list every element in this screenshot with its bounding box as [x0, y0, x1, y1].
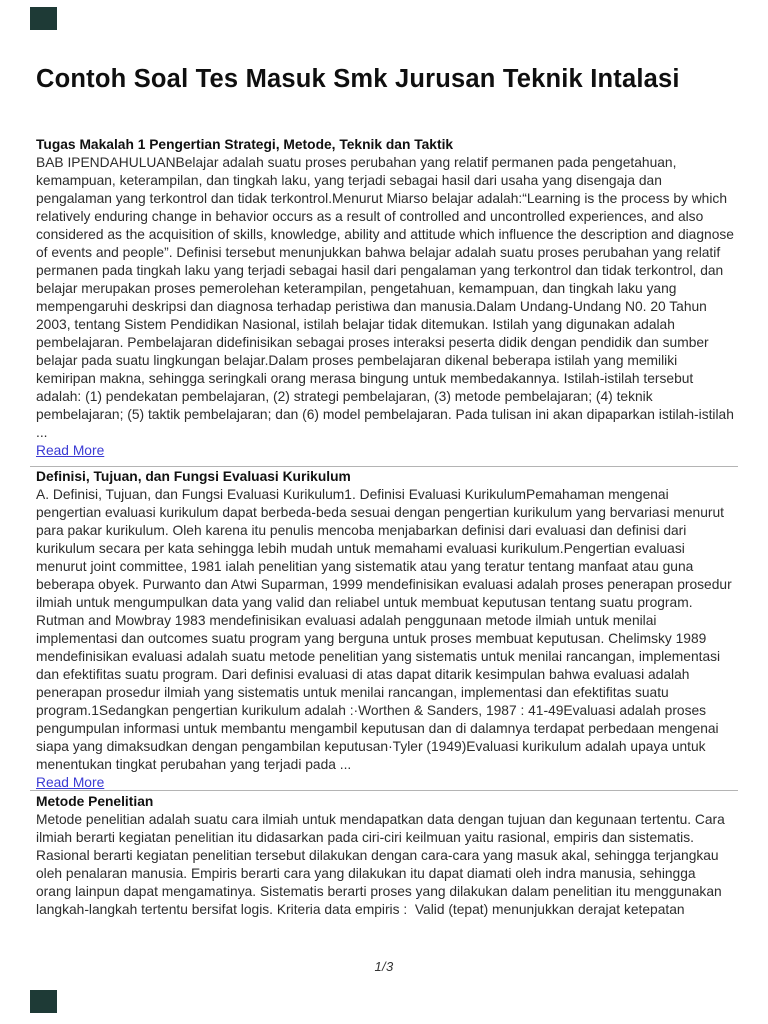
- page-corner-mark-bottom: [30, 990, 57, 1013]
- section-tugas-makalah: [36, 136, 734, 460]
- section-divider: [30, 790, 738, 791]
- read-more-link[interactable]: Read More: [36, 443, 105, 458]
- page-number-indicator: 1/3: [374, 959, 394, 974]
- section-heading: Definisi, Tujuan, dan Fungsi Evaluasi Kurikulum: [36, 469, 351, 484]
- section-body-text: BAB IPENDAHULUANBelajar adalah suatu proses perubahan yang relatif permanen pada pengetahuan, kemampuan, keterampilan, dan tingkah laku, yang terjadi sebagai hasil dari usaha yang disengaja dan pengalaman yang terkontrol dan tidak terkontrol.Menurut Miarso belajar adalah:“Learning is the process by which relatively enduring change in behavior occurs as a result of controlled and uncontrolled experiences, and also considered as the acquisition of skills, knowledge, ability and attitude which influence the description and diagnose of events and people”. Definisi tersebut menunjukkan bahwa belajar adalah suatu proses perubahan yang relatif permanen pada tingkah laku yang terjadi sebagai hasil dari pengalaman yang terkontrol dan tidak terkontrol, dan belajar merupakan proses pemerolehan keterampilan, pengetahuan, kemampuan, dan tingkah laku yang mempengaruhi deskripsi dan diagnosa terhadap peristiwa dan manusia.Dalam Undang-Undang N0. 20 Tahun 2003, tentang Sistem Pendidikan Nasional, istilah belajar tidak ditemukan. Istilah yang digunakan adalah pembelajaran. Pembelajaran didefinisikan sebagai proses interaksi peserta didik dengan pendidik dan sumber belajar pada suatu lingkungan belajar.Dalam proses pembelajaran dikenal beberapa istilah yang memiliki kemiripan makna, sehingga seringkali orang merasa bingung untuk membedakannya. Istilah-istilah tersebut adalah: (1) pendekatan pembelajaran, (2) strategi pembelajaran, (3) metode pembelajaran; (4) teknik pembelajaran; (5) taktik pembelajaran; dan (6) model pembelajaran. Pada tulisan ini akan dipaparkan istilah-istilah ...: [36, 155, 734, 440]
- page-title: Contoh Soal Tes Masuk Smk Jurusan Teknik Intalasi: [36, 65, 680, 94]
- section-body-text: A. Definisi, Tujuan, dan Fungsi Evaluasi Kurikulum1. Definisi Evaluasi KurikulumPemahaman mengenai pengertian evaluasi kurikulum dapat berbeda-beda sesuai dengan pengertian kurikulum yang bervariasi menurut para pakar kurikulum. Oleh karena itu penulis mencoba menjabarkan definisi dari evaluasi dan definisi dari kurikulum secara per kata sehingga lebih mudah untuk memahami evaluasi kurikulum.Pengertian evaluasi menurut joint committee, 1981 ialah penelitian yang sistematik atau yang teratur tentang manfaat atau guna beberapa obyek. Purwanto dan Atwi Suparman, 1999 mendefinisikan evaluasi adalah proses penerapan prosedur ilmiah untuk mengumpulkan data yang valid dan reliabel untuk membuat keputusan tentang suatu program. Rutman and Mowbray 1983 mendefinisikan evaluasi adalah penggunaan metode ilmiah untuk menilai implementasi dan outcomes suatu program yang berguna untuk proses membuat keputusan. Chelimsky 1989 mendefinisikan evaluasi adalah suatu metode penelitian yang sistematis untuk menilai rancangan, implementasi dan efektifitas suatu program. Dari definisi evaluasi di atas dapat ditarik kesimpulan bahwa evaluasi adalah penerapan prosedur ilmiah yang sistematis untuk menilai rancangan, implementasi dan efektifitas suatu program.1Sedangkan pengertian kurikulum adalah :·Worthen & Sanders, 1987 : 41-49Evaluasi adalah proses pengumpulan informasi untuk membantu mengambil keputusan dan di dalamnya terdapat perbedaan mengenai siapa yang dimaksudkan dengan pengambilan keputusan·Tyler (1949)Evaluasi kurikulum adalah upaya untuk menentukan tingkat perubahan yang terjadi pada ...: [36, 487, 732, 772]
- read-more-link[interactable]: Read More: [36, 775, 105, 790]
- section-heading: Tugas Makalah 1 Pengertian Strategi, Metode, Teknik dan Taktik: [36, 137, 454, 152]
- section-heading: Metode Penelitian: [36, 794, 154, 809]
- page-corner-mark-top: [30, 7, 57, 30]
- section-definisi-evaluasi: [36, 468, 734, 792]
- section-divider: [30, 466, 738, 467]
- section-body-text: Metode penelitian adalah suatu cara ilmiah untuk mendapatkan data dengan tujuan dan kegunaan tertentu. Cara ilmiah berarti kegiatan penelitian itu didasarkan pada ciri-ciri keilmuan yaitu rasional, empiris dan sistematis. Rasional berarti kegiatan penelitian tersebut dilakukan dengan cara-cara yang masuk akal, sehingga terjangkau oleh penalaran manusia. Empiris berarti cara yang dilakukan itu dapat diamati oleh indra manusia, sehingga orang lainpun dapat mengamatinya. Sistematis berarti proses yang dilakukan dalam penelitian itu menggunakan langkah-langkah tertentu bersifat logis. Kriteria data empiris : Valid (tepat) menunjukkan derajat ketepatan: [36, 812, 725, 917]
- section-metode-penelitian: [36, 793, 734, 919]
